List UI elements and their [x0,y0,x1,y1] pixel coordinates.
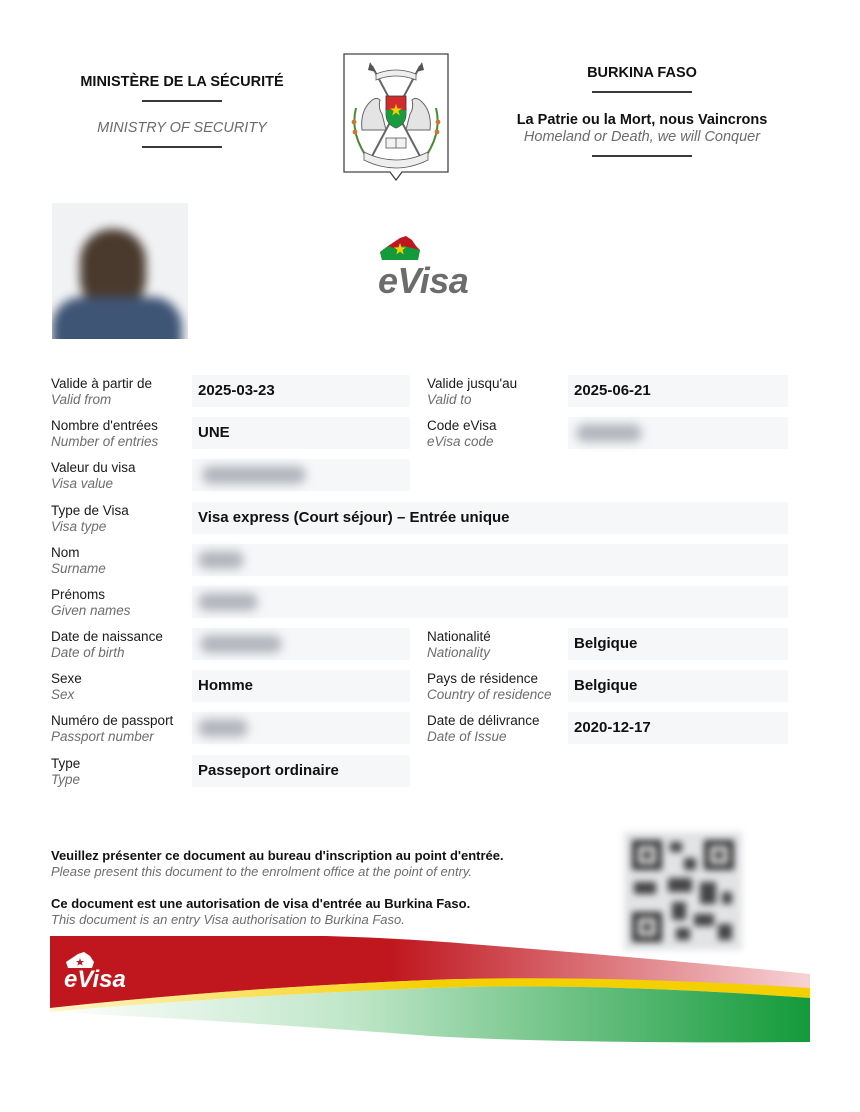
valid-to-value: 2025-06-21 [568,375,788,407]
authorisation-notice: Ce document est une autorisation de visa d'entrée au Burkina Faso. This document is an entry Visa authorisation to Burkina Faso. [51,896,471,927]
issue-date-value: 2020-12-17 [568,712,788,744]
coat-of-arms-emblem [342,52,450,184]
birth-date-label: Date de naissance Date of birth [51,629,163,660]
holder-photo [52,203,188,339]
sex-label: Sexe Sex [51,671,82,702]
motto-en: Homeland or Death, we will Conquer [523,129,761,145]
visa-value-redacted [192,459,410,491]
present-notice: Veuillez présenter ce document au bureau d'inscription au point d'entrée. Please present this document to the enrolment office at the point of entry. [51,848,504,879]
valid-to-label: Valide jusqu'au Valid to [427,376,518,407]
given-names-redacted [192,586,788,618]
divider [592,155,692,157]
issue-date-label: Date de délivrance Date of Issue [427,713,540,744]
flag-wave-banner [50,936,810,1044]
passport-number-redacted [192,712,410,744]
divider [592,91,692,93]
nationality-label: Nationalité Nationality [427,629,491,660]
ministry-title-fr: MINISTÈRE DE LA SÉCURITÉ [80,74,284,90]
surname-label: Nom Surname [51,545,106,576]
residence-label: Pays de résidence Country of residence [427,671,552,702]
divider [142,146,222,148]
evisa-logo-text: eVisa [378,260,469,301]
banner-evisa-text: eVisa [64,966,126,993]
motto-fr: La Patrie ou la Mort, nous Vaincrons [516,112,768,128]
birth-date-redacted [192,628,410,660]
nationality-value: Belgique [568,628,788,660]
valid-from-value: 2025-03-23 [192,375,410,407]
evisa-code-label: Code eVisa eVisa code [427,418,497,449]
surname-redacted [192,544,788,576]
valid-from-label: Valide à partir de Valid from [51,376,153,407]
residence-value: Belgique [568,670,788,702]
visa-type-label: Type de Visa Visa type [51,503,129,534]
evisa-code-redacted [568,417,788,449]
evisa-logo [376,232,480,302]
doc-type-label: Type Type [51,756,81,787]
doc-type-value: Passeport ordinaire [192,755,410,787]
divider [142,100,222,102]
country-title: BURKINA FASO [587,65,697,81]
given-names-label: Prénoms Given names [51,587,131,618]
entries-value: UNE [192,417,410,449]
passport-number-label: Numéro de passport Passport number [51,713,174,744]
visa-value-label: Valeur du visa Visa value [51,460,136,491]
ministry-title-en: MINISTRY OF SECURITY [97,120,267,136]
sex-value: Homme [192,670,410,702]
visa-type-value: Visa express (Court séjour) – Entrée unique [192,502,788,534]
qr-code [624,832,742,950]
entries-label: Nombre d'entrées Number of entries [51,418,159,449]
